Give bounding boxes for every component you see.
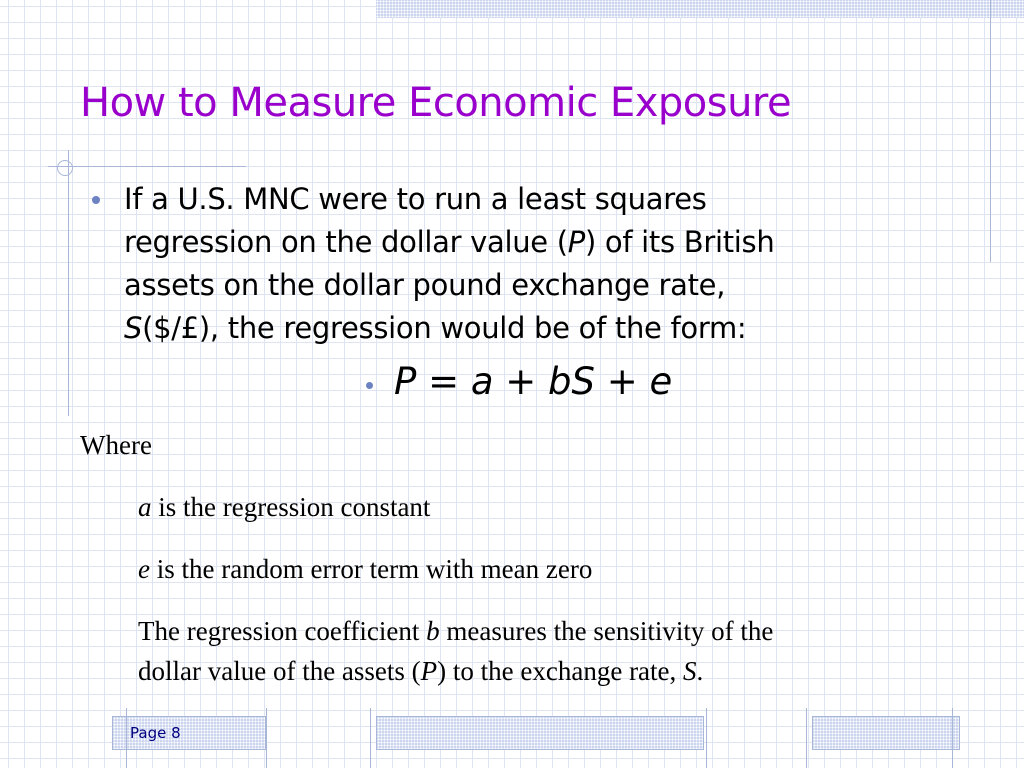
bullet-line [124,221,954,264]
regression-formula: P = a + bS + e [394,360,673,403]
right-decorative-line [990,0,991,262]
definition-text: dollar value of the assets ( [138,656,421,686]
bullet-text: ($/£), the regression would be of the form: [142,311,747,345]
definition-text: is the regression constant [151,492,431,522]
bullet-paragraph [124,178,954,350]
title-underline-decoration [48,166,246,167]
variable-b: b [426,616,440,646]
variable-p: P [420,656,438,686]
where-label: Where [80,430,152,460]
variable-p: P [567,225,585,259]
sub-bullet-icon [366,382,373,389]
bullet-line [124,307,954,350]
variable-a: a [138,492,152,522]
footer-decorative-line [126,708,127,768]
footer-decorative-line [706,708,707,768]
bullet-line [124,178,954,221]
definition-text: ) to the exchange rate, [437,656,684,686]
definition-e [138,554,592,585]
bullet-icon [92,196,100,204]
slide-title: How to Measure Economic Exposure [80,80,792,126]
bullet-text: regression on the dollar value ( [124,225,568,259]
definition-b-line1 [138,616,773,647]
footer-decorative-line [370,708,371,768]
bullet-line [124,264,954,307]
definition-text: measures the sensitivity of the [439,616,774,646]
variable-s: S [124,311,143,345]
definition-b-line2 [138,656,703,687]
footer-decorative-line [806,708,807,768]
variable-s: S [683,656,697,686]
definition-text: The regression coefficient [138,616,427,646]
definition-text: . [696,656,704,686]
bullet-text: assets on the dollar pound exchange rate, [124,268,726,302]
footer-decorative-line [952,708,953,768]
bullet-text: If a U.S. MNC were to run a least squares [124,182,707,216]
footer-right-box [812,716,960,750]
corner-ring-decoration [57,160,73,176]
left-decorative-line [68,150,69,416]
footer-center-box [376,716,704,750]
page-number-label: Page 8 [130,724,181,742]
variable-e: e [138,554,150,584]
footer-decorative-line [266,708,267,768]
definition-a [138,492,430,523]
top-decorative-band [376,0,1024,18]
definition-text: is the random error term with mean zero [149,554,593,584]
bullet-text: ) of its British [584,225,775,259]
